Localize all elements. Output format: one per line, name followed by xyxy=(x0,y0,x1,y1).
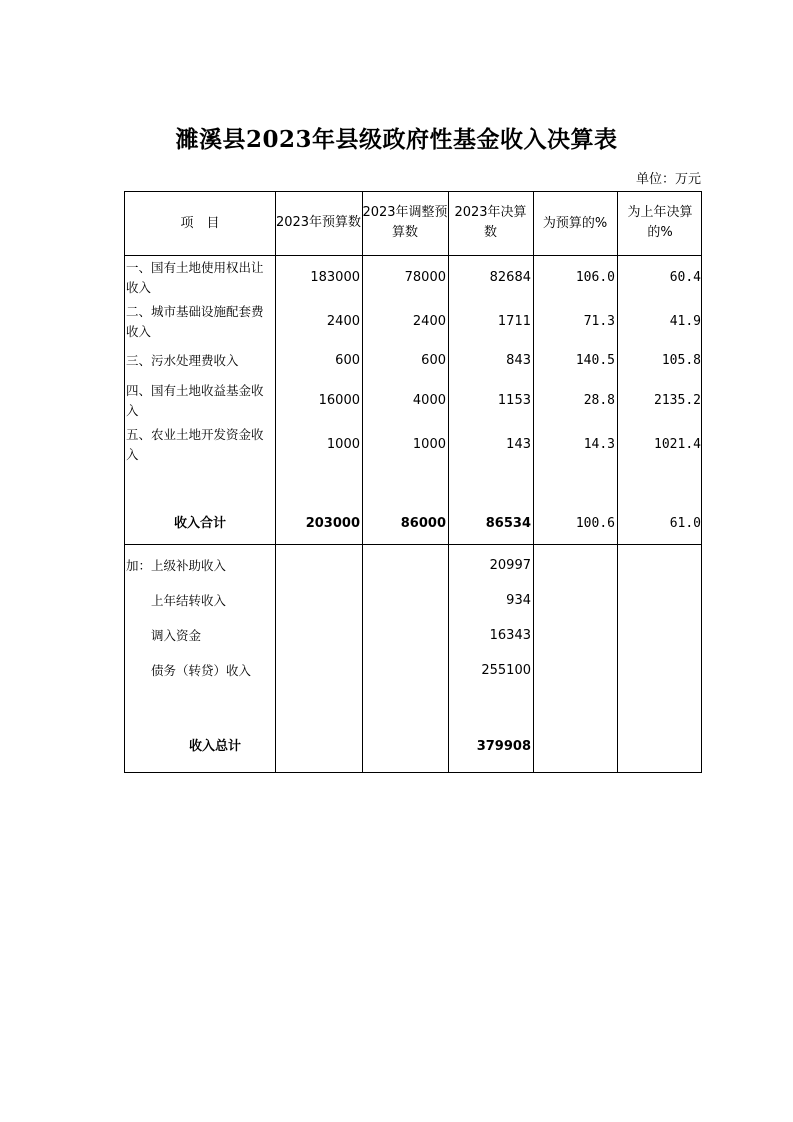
row-name-line1: 二、城市基础设施配套费 xyxy=(126,304,264,319)
extra-final: 255100 xyxy=(481,663,531,678)
row-final: 1711 xyxy=(497,314,531,329)
header-adjusted xyxy=(362,202,448,244)
total-final: 379908 xyxy=(476,739,531,754)
row-pct-budget: 14.3 xyxy=(583,437,615,452)
row-budget: 1000 xyxy=(326,437,360,452)
row-name xyxy=(125,258,275,298)
row-adjusted: 1000 xyxy=(412,437,446,452)
row-final: 843 xyxy=(506,353,531,368)
header-final-label: 2023年决算数 xyxy=(454,205,527,240)
row-pct-last: 2135.2 xyxy=(654,393,701,408)
row-final: 143 xyxy=(506,437,531,452)
row-pct-last: 41.9 xyxy=(669,314,701,329)
header-pct-last xyxy=(617,202,703,244)
subtotal-final: 86534 xyxy=(485,516,531,531)
row-name-line2: 入 xyxy=(126,447,139,462)
row-final: 82684 xyxy=(489,270,531,285)
header-item-label: 项 目 xyxy=(180,215,220,231)
extra-final: 20997 xyxy=(489,558,531,573)
row-name-line1: 五、农业土地开发资金收 xyxy=(126,427,264,442)
row-name-line1: 四、国有土地收益基金收 xyxy=(126,383,264,398)
extra-final: 934 xyxy=(506,593,531,608)
row-pct-budget: 28.8 xyxy=(583,393,615,408)
header-pct-last-label: 为上年决算的% xyxy=(627,205,693,240)
header-adjusted-label: 2023年调整预算数 xyxy=(362,205,448,240)
header-divider xyxy=(125,255,701,256)
section-divider xyxy=(125,544,701,545)
total-label: 收入总计 xyxy=(188,739,241,754)
extra-name: 债务（转贷）收入 xyxy=(151,663,252,678)
header-pct-budget-label: 为预算的% xyxy=(542,215,608,231)
subtotal-label: 收入合计 xyxy=(173,516,226,531)
header-pct-budget xyxy=(533,192,617,255)
row-adjusted: 600 xyxy=(421,353,446,368)
row-budget: 600 xyxy=(335,353,360,368)
header-budget xyxy=(275,202,362,244)
page-title: 濉溪县2023年县级政府性基金收入决算表 xyxy=(175,126,618,153)
row-adjusted: 78000 xyxy=(404,270,446,285)
row-pct-budget: 140.5 xyxy=(575,353,615,368)
extra-name: 加：上级补助收入 xyxy=(126,558,227,573)
row-pct-last: 105.8 xyxy=(661,353,701,368)
row-name-line2: 收入 xyxy=(126,324,152,339)
extra-name: 调入资金 xyxy=(151,628,202,643)
row-budget: 183000 xyxy=(310,270,360,285)
row-pct-last: 1021.4 xyxy=(654,437,701,452)
row-name-line1: 三、污水处理费收入 xyxy=(126,353,239,368)
row-budget: 16000 xyxy=(318,393,360,408)
row-budget: 2400 xyxy=(326,314,360,329)
row-final: 1153 xyxy=(497,393,531,408)
row-adjusted: 4000 xyxy=(412,393,446,408)
row-name xyxy=(125,351,275,371)
row-name xyxy=(125,381,275,421)
row-name xyxy=(125,425,275,465)
extra-final: 16343 xyxy=(489,628,531,643)
row-pct-budget: 71.3 xyxy=(583,314,615,329)
unit-label: 单位：万元 xyxy=(635,172,701,187)
subtotal-pct-last: 61.0 xyxy=(669,516,701,531)
header-budget-label: 2023年预算数 xyxy=(275,215,362,230)
fund-revenue-table xyxy=(124,191,702,773)
row-name xyxy=(125,302,275,342)
row-name-line2: 收入 xyxy=(126,280,152,295)
row-name-line1: 一、国有土地使用权出让 xyxy=(126,260,264,275)
row-adjusted: 2400 xyxy=(412,314,446,329)
row-pct-budget: 106.0 xyxy=(575,270,615,285)
row-name-line2: 入 xyxy=(126,403,139,418)
extra-name: 上年结转收入 xyxy=(151,593,227,608)
header-item xyxy=(125,192,275,255)
subtotal-adjusted: 86000 xyxy=(400,516,446,531)
row-pct-last: 60.4 xyxy=(669,270,701,285)
header-final xyxy=(448,202,533,244)
subtotal-pct-budget: 100.6 xyxy=(575,516,615,531)
subtotal-budget: 203000 xyxy=(305,516,360,531)
